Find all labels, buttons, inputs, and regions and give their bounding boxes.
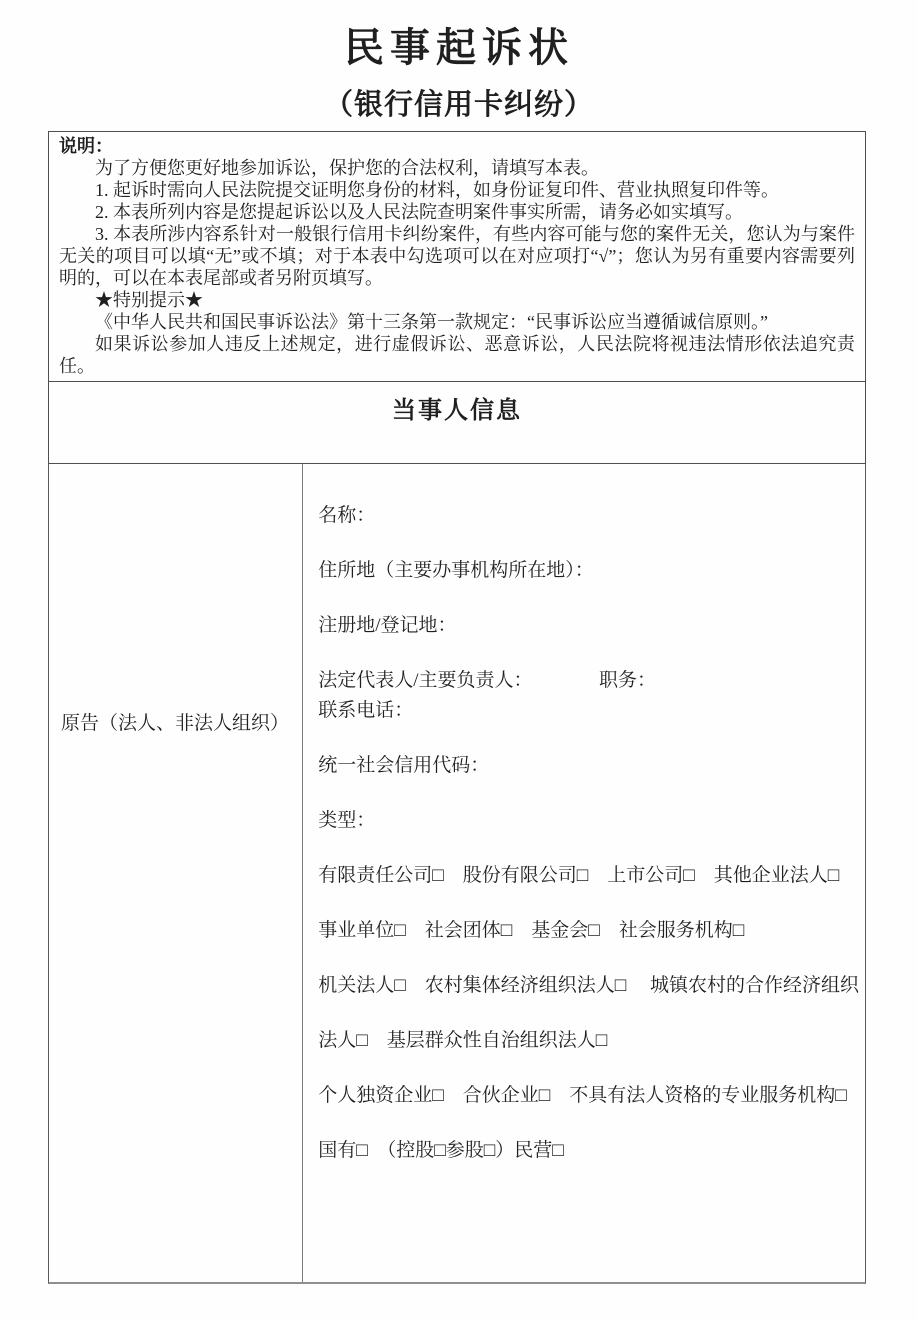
plaintiff-fields-cell	[303, 464, 865, 1282]
field-domicile-line: 住所地（主要办事机构所在地）：	[318, 560, 594, 581]
instruction-paragraph-1: 1. 起诉时需向人民法院提交证明您身份的材料，如身份证复印件、营业执照复印件等。	[95, 180, 779, 200]
instruction-law-quote: 《中华人民共和国民事诉讼法》第十三条第一款规定：“民事诉讼应当遵循诚信原则。”	[95, 312, 768, 332]
party-info-section-header: 当事人信息	[48, 382, 866, 464]
plaintiff-row	[48, 464, 866, 1284]
instructions-label: 说明：	[59, 136, 113, 156]
instruction-special-notice-heading: ★特别提示★	[95, 290, 203, 310]
field-credit-code-line: 统一社会信用代码：	[318, 755, 490, 776]
instruction-warning: 如果诉讼参加人违反上述规定，进行虚假诉讼、恶意诉讼，人民法院将视违法情形依法追究责任。	[59, 334, 855, 376]
document-title: 民事起诉状	[344, 25, 574, 70]
instruction-paragraph-2: 2. 本表所列内容是您提起诉讼以及人民法院查明案件事实所需，请务必如实填写。	[95, 202, 743, 222]
field-phone-line: 联系电话：	[318, 700, 414, 721]
type-options-company-line: 有限责任公司□ 股份有限公司□ 上市公司□ 其他企业法人□	[318, 865, 840, 886]
type-options-partnership-line: 个人独资企业□ 合伙企业□ 不具有法人资格的专业服务机构□	[318, 1085, 847, 1106]
document-subtitle: （银行信用卡纠纷）	[323, 89, 594, 121]
type-options-organ-wrap-line: 法人□ 基层群众性自治组织法人□	[318, 1030, 608, 1051]
field-legal-rep-and-position-line: 法定代表人/主要负责人： 职务：	[318, 670, 657, 691]
type-options-ownership-line: 国有□ （控股□参股□）民营□	[318, 1140, 564, 1161]
instructions-box	[48, 131, 866, 382]
field-type-line: 类型：	[318, 810, 376, 831]
field-registered-address-line: 注册地/登记地：	[318, 615, 457, 636]
type-options-institution-line: 事业单位□ 社会团体□ 基金会□ 社会服务机构□	[318, 920, 745, 941]
form-table	[48, 131, 866, 1284]
field-name-line: 名称：	[318, 505, 376, 526]
plaintiff-row-label: 原告（法人、非法人组织）	[49, 464, 303, 1282]
type-options-organ-line: 机关法人□ 农村集体经济组织法人□ 城镇农村的合作经济组织	[318, 975, 859, 996]
instruction-paragraph-intro: 为了方便您更好地参加诉讼，保护您的合法权利，请填写本表。	[95, 158, 599, 178]
instruction-paragraph-3: 3. 本表所涉内容系针对一般银行信用卡纠纷案件，有些内容可能与您的案件无关，您认为与案件无关的项目可以填“无”或不填；对于本表中勾选项可以在对应项打“√”；您认为另有重要内容需要列明的，可以在本表尾部或者另附页填写。	[59, 224, 855, 288]
